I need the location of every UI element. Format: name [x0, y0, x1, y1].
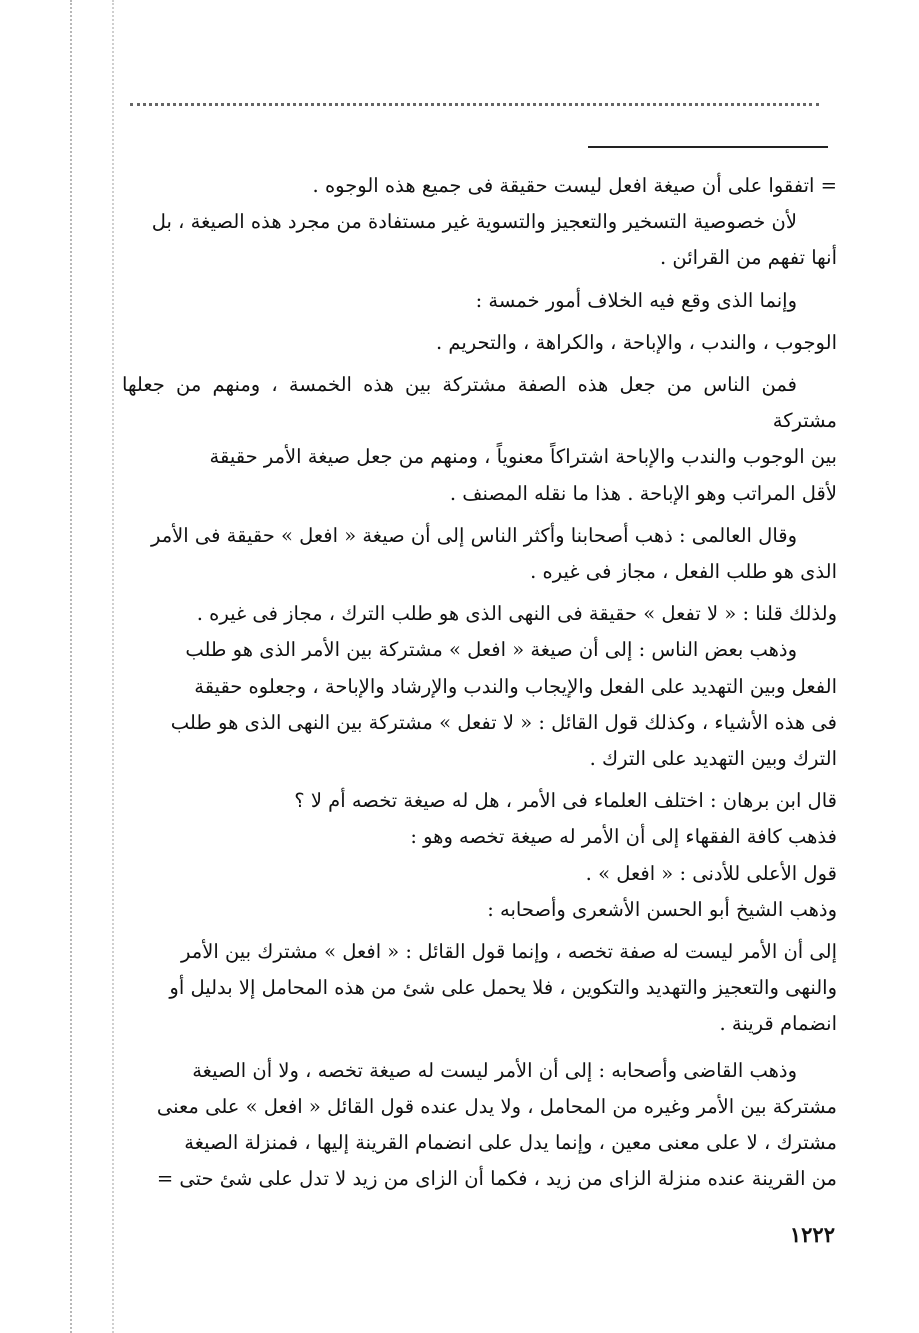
text-line-23: وذهب القاضى وأصحابه : إلى أن الأمر ليست له صيغة تخصه ، ولا أن الصيغة [192, 1058, 797, 1082]
text-line-4: وإنما الذى وقع فيه الخلاف أمور خمسة : [475, 288, 797, 312]
text-line-6: فمن الناس من جعل هذه الصفة مشتركة بين هذه الخمسة ، ومنهم من جعلها مشتركة [122, 373, 837, 433]
text-line-5: الوجوب ، والندب ، والإباحة ، والكراهة ، والتحريم . [435, 330, 837, 354]
text-line-26: من القرينة عنده منزلة الزاى من زيد ، فكما أن الزاى من زيد لا تدل على شئ حتى = [156, 1167, 837, 1191]
page-number: ١٢٢٢ [789, 1222, 835, 1247]
footnote-body [122, 168, 837, 1197]
text-line-24: مشتركة بين الأمر وغيره من المحامل ، ولا يدل عنده قول القائل « افعل » على معنى [156, 1094, 837, 1118]
text-line-19: وذهب الشيخ أبو الحسن الأشعرى وأصحابه : [487, 897, 837, 921]
footnote-separator-rule [588, 146, 828, 148]
text-line-12: وذهب بعض الناس : إلى أن صيغة « افعل » مشتركة بين الأمر الذى هو طلب [185, 638, 797, 662]
text-line-1: = اتفقوا على أن صيغة افعل ليست حقيقة فى جميع هذه الوجوه . [312, 174, 837, 197]
text-line-22: انضمام قرينة . [719, 1012, 837, 1036]
text-line-21: والنهى والتعجيز والتهديد والتكوين ، فلا يحمل على شئ من هذه المحامل إلا بدليل أو [169, 976, 837, 1000]
text-line-16: قال ابن برهان : اختلف العلماء فى الأمر ، هل له صيغة تخصه أم لا ؟ [294, 789, 837, 813]
text-line-7: بين الوجوب والندب والإباحة اشتراكاً معنوياً ، ومنهم من جعل صيغة الأمر حقيقة [209, 445, 837, 469]
text-line-17: فذهب كافة الفقهاء إلى أن الأمر له صيغة تخصه وهو : [410, 825, 837, 849]
text-line-13: الفعل وبين التهديد على الفعل والإيجاب والندب والإرشاد والإباحة ، وجعلوه حقيقة [194, 674, 837, 698]
header-dotted-rule [130, 103, 819, 106]
text-line-8: لأقل المراتب وهو الإباحة . هذا ما نقله المصنف . [449, 481, 837, 505]
text-line-15: الترك وبين التهديد على الترك . [589, 747, 837, 771]
text-line-14: فى هذه الأشياء ، وكذلك قول القائل : « لا تفعل » مشتركة بين النهى الذى هو طلب [170, 710, 837, 734]
text-line-20: إلى أن الأمر ليست له صفة تخصه ، وإنما قول القائل : « افعل » مشترك بين الأمر [181, 940, 837, 964]
text-line-11: ولذلك قلنا : « لا تفعل » حقيقة فى النهى الذى هو طلب الترك ، مجاز فى غيره . [196, 602, 837, 626]
text-line-9: وقال العالمى : ذهب أصحابنا وأكثر الناس إلى أن صيغة « افعل » حقيقة فى الأمر [150, 523, 797, 547]
left-margin-dotted-line-inner [112, 0, 114, 1333]
text-line-25: مشترك ، لا على معنى معين ، وإنما يدل على انضمام القرينة إليها ، فمنزلة الصيغة [184, 1131, 837, 1155]
text-line-2: لأن خصوصية التسخير والتعجيز والتسوية غير مستفادة من مجرد هذه الصيغة ، بل [151, 210, 797, 234]
text-line-3: أنها تفهم من القرائن . [660, 246, 837, 270]
text-line-18: قول الأعلى للأدنى : « افعل » . [585, 861, 837, 885]
text-line-10: الذى هو طلب الفعل ، مجاز فى غيره . [530, 560, 837, 584]
left-margin-dotted-line [70, 0, 72, 1333]
